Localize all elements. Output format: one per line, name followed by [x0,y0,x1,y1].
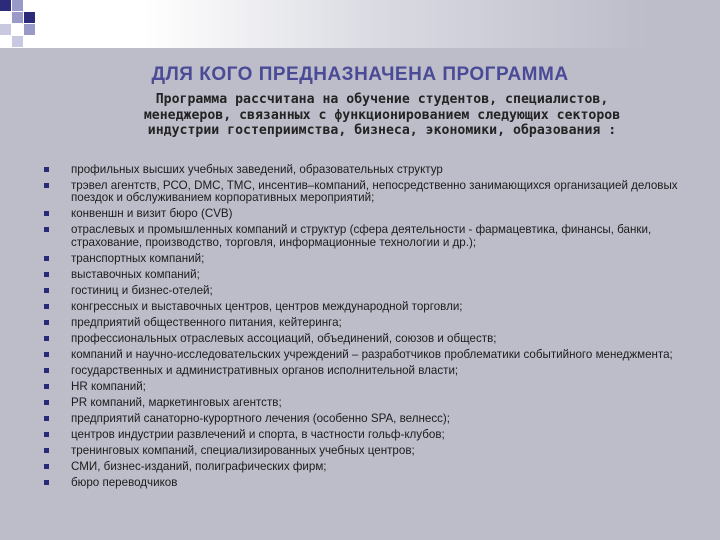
list-item [44,253,704,265]
list-item [44,333,704,345]
list-item-text: выставочных компаний; [71,267,200,281]
list-item-text: PR компаний, маркетинговых агентств; [71,395,282,409]
square-bullet-icon [44,272,49,277]
list-item [44,349,704,361]
list-item-text: трэвел агентств, РСО, DMC, TMC, инсентив–компаний, непосредственно занимающихся организацией деловых поездок и обслуживанием корпоративных мероприятий; [71,179,678,205]
square-pattern-icon [0,0,60,48]
list-item [44,269,704,281]
list-item [44,413,704,425]
list-item [44,208,704,220]
list-item [44,285,704,297]
list-item-text: профессиональных отраслевых ассоциаций, объединений, союзов и обществ; [71,331,497,345]
list-item [44,180,704,205]
header-band [0,0,720,48]
list-item [44,429,704,441]
square-bullet-icon [44,432,49,437]
list-item-text: транспортных компаний; [71,251,205,265]
list-item [44,445,704,457]
list-item [44,317,704,329]
list-item-text: конвеншн и визит бюро (CVB) [71,207,233,221]
list-item-text: предприятий санаторно-курортного лечения (особенно SPA, велнесс); [71,411,451,425]
list-item [44,381,704,393]
list-item-text: компаний и научно-исследовательских учреждений – разработчиков проблематики событийного менеджмента; [71,347,673,361]
square-bullet-icon [44,448,49,453]
square-bullet-icon [44,352,49,357]
list-item-text: отраслевых и промышленных компаний и структур (сфера деятельности - фармацевтика, финансы, банки, страхование, производство, торговля, информационные технологии и др.); [71,223,652,249]
list-item [44,164,704,176]
intro-text: Программа рассчитана на обучение студентов, специалистов, менеджеров, связанных с функционированием следующих секторов индустрии гостеприимства, бизнеса, экономики, образования : [143,92,621,139]
square-bullet-icon [44,320,49,325]
square-bullet-icon [44,288,49,293]
list-item-text: СМИ, бизнес-изданий, полиграфических фирм; [71,459,327,473]
square-bullet-icon [44,464,49,469]
list-item-text: конгрессных и выставочных центров, центров международной торговли; [71,299,463,313]
list-item [44,397,704,409]
list-item-text: HR компаний; [71,379,146,393]
square-bullet-icon [44,167,49,172]
list-item [44,461,704,473]
square-bullet-icon [44,211,49,216]
page-title: ДЛЯ КОГО ПРЕДНАЗНАЧЕНА ПРОГРАММА [151,64,569,85]
list-item [44,224,704,249]
square-bullet-icon [44,416,49,421]
list-item-text: центров индустрии развлечений и спорта, в частности гольф-клубов; [71,427,445,441]
audience-list [44,164,704,493]
square-bullet-icon [44,336,49,341]
square-bullet-icon [44,227,49,232]
list-item [44,477,704,489]
list-item-text: государственных и административных органов исполнительной власти; [71,363,459,377]
square-bullet-icon [44,384,49,389]
list-item-text: бюро переводчиков [71,475,178,489]
list-item [44,301,704,313]
square-bullet-icon [44,400,49,405]
list-item-text: тренинговых компаний, специализированных учебных центров; [71,443,415,457]
list-item-text: профильных высших учебных заведений, образовательных структур [71,163,443,176]
list-item-text: гостиниц и бизнес-отелей; [71,283,213,297]
list-item-text: предприятий общественного питания, кейтеринга; [71,315,342,329]
square-bullet-icon [44,256,49,261]
square-bullet-icon [44,480,49,485]
square-bullet-icon [44,304,49,309]
list-item [44,365,704,377]
square-bullet-icon [44,368,49,373]
square-bullet-icon [44,183,49,188]
